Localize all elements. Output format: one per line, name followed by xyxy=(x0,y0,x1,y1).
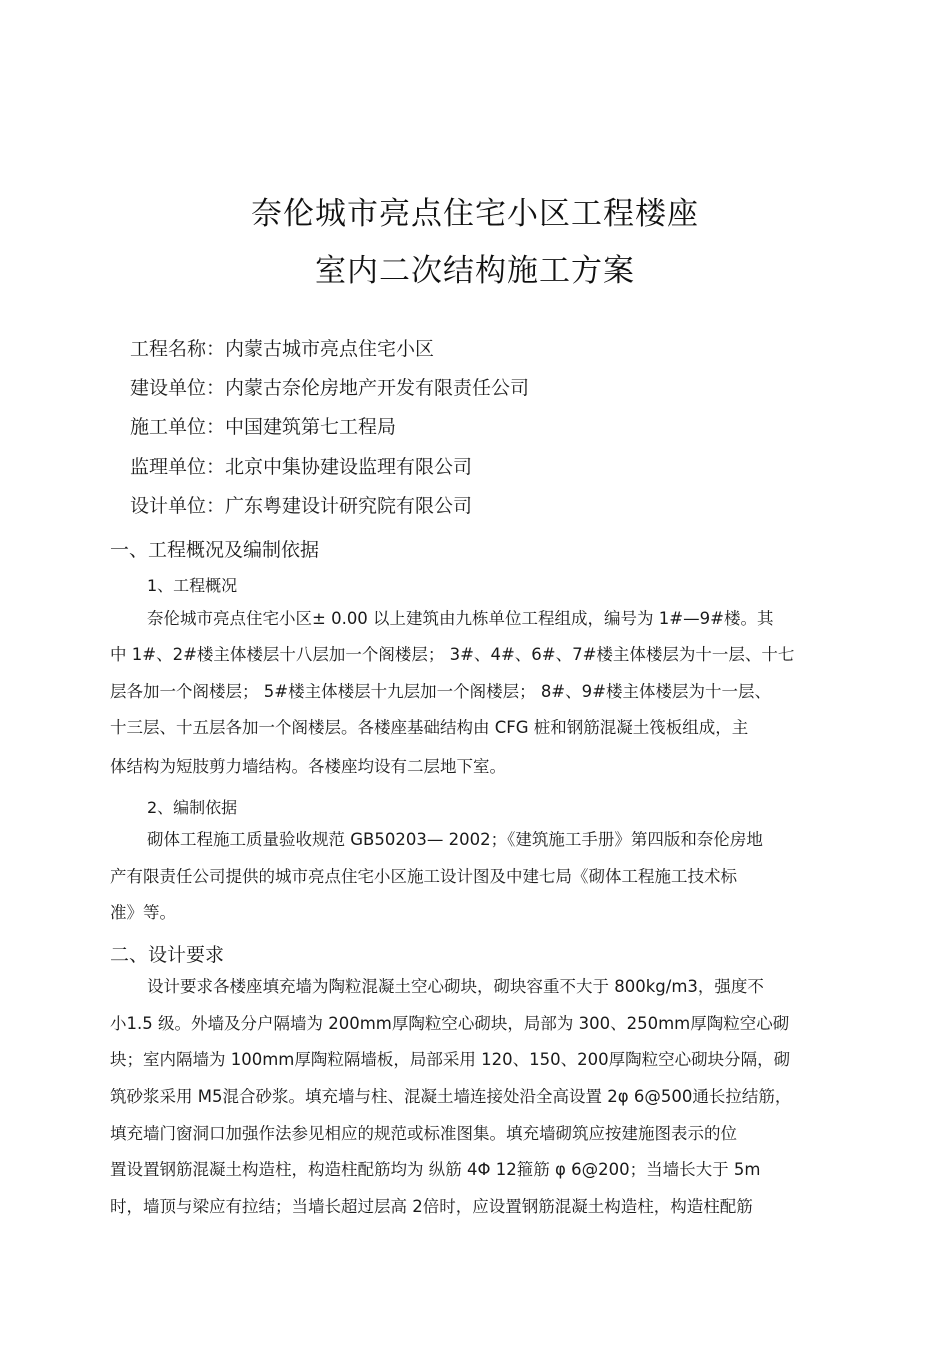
document-title-line-1: 奈伦城市亮点住宅小区工程楼座 xyxy=(251,196,699,232)
info-label: 建设单位： xyxy=(130,377,226,399)
document-title-line-2: 室内二次结构施工方案 xyxy=(315,253,635,289)
paragraph-line: 置设置钢筋混凝土构造柱，构造柱配筋均为 纵筋 4Φ 12箍筋 φ 6@200；当墙长大于 5m xyxy=(110,1160,761,1179)
info-label: 施工单位： xyxy=(130,416,226,438)
info-label: 监理单位： xyxy=(130,456,226,478)
paragraph-line: 筑砂浆采用 M5混合砂浆。填充墙与柱、混凝土墙连接处沿全高设置 2φ 6@500通长拉结筋， xyxy=(110,1087,792,1106)
paragraph-line: 砌体工程施工质量验收规范 GB50203— 2002；《建筑施工手册》第四版和奈伦房地 xyxy=(147,830,763,849)
paragraph-line: 奈伦城市亮点住宅小区± 0.00 以上建筑由九栋单位工程组成，编号为 1#—9#楼。其 xyxy=(147,609,774,628)
info-value: 中国建筑第七工程局 xyxy=(225,416,397,438)
info-row-designer xyxy=(130,491,472,518)
info-row-contractor xyxy=(130,412,396,439)
info-value: 北京中集协建设监理有限公司 xyxy=(225,456,473,478)
info-label: 设计单位： xyxy=(130,495,226,517)
info-label: 工程名称： xyxy=(130,338,226,360)
paragraph-line: 块；室内隔墙为 100mm厚陶粒隔墙板，局部采用 120、150、200厚陶粒空心砌块分隔，砌 xyxy=(110,1050,791,1069)
sub-heading-overview: 1、工程概况 xyxy=(147,576,238,595)
info-row-developer xyxy=(130,373,529,400)
paragraph-line: 层各加一个阁楼层； 5#楼主体楼层十九层加一个阁楼层； 8#、9#楼主体楼层为十一层、 xyxy=(110,682,771,701)
info-row-supervisor xyxy=(130,452,472,479)
paragraph-line: 填充墙门窗洞口加强作法参见相应的规范或标准图集。填充墙砌筑应按建施图表示的位 xyxy=(110,1124,737,1143)
info-row-project-name xyxy=(130,334,434,361)
sub-heading-basis: 2、编制依据 xyxy=(147,798,238,817)
paragraph-line: 设计要求各楼座填充墙为陶粒混凝土空心砌块，砌块容重不大于 800kg/m3，强度不 xyxy=(147,977,764,996)
info-value: 内蒙古城市亮点住宅小区 xyxy=(225,338,435,360)
paragraph-line: 十三层、十五层各加一个阁楼层。各楼座基础结构由 CFG 桩和钢筋混凝土筏板组成，主 xyxy=(110,718,749,737)
section-heading-overview: 一、工程概况及编制依据 xyxy=(110,539,320,561)
paragraph-line: 中 1#、2#楼主体楼层十八层加一个阁楼层； 3#、4#、6#、7#楼主体楼层为十一层、十七 xyxy=(110,645,795,664)
info-value: 广东粤建设计研究院有限公司 xyxy=(225,495,473,517)
section-heading-design-requirements: 二、设计要求 xyxy=(110,944,225,966)
paragraph-line: 体结构为短肢剪力墙结构。各楼座均设有二层地下室。 xyxy=(110,757,506,776)
paragraph-line: 小1.5 级。外墙及分户隔墙为 200mm厚陶粒空心砌块，局部为 300、250mm厚陶粒空心砌 xyxy=(110,1014,790,1033)
paragraph-line: 产有限责任公司提供的城市亮点住宅小区施工设计图及中建七局《砌体工程施工技术标 xyxy=(110,867,737,886)
info-value: 内蒙古奈伦房地产开发有限责任公司 xyxy=(225,377,530,399)
paragraph-line: 准》等。 xyxy=(110,903,176,922)
paragraph-line: 时，墙顶与梁应有拉结；当墙长超过层高 2倍时，应设置钢筋混凝土构造柱，构造柱配筋 xyxy=(110,1197,753,1216)
